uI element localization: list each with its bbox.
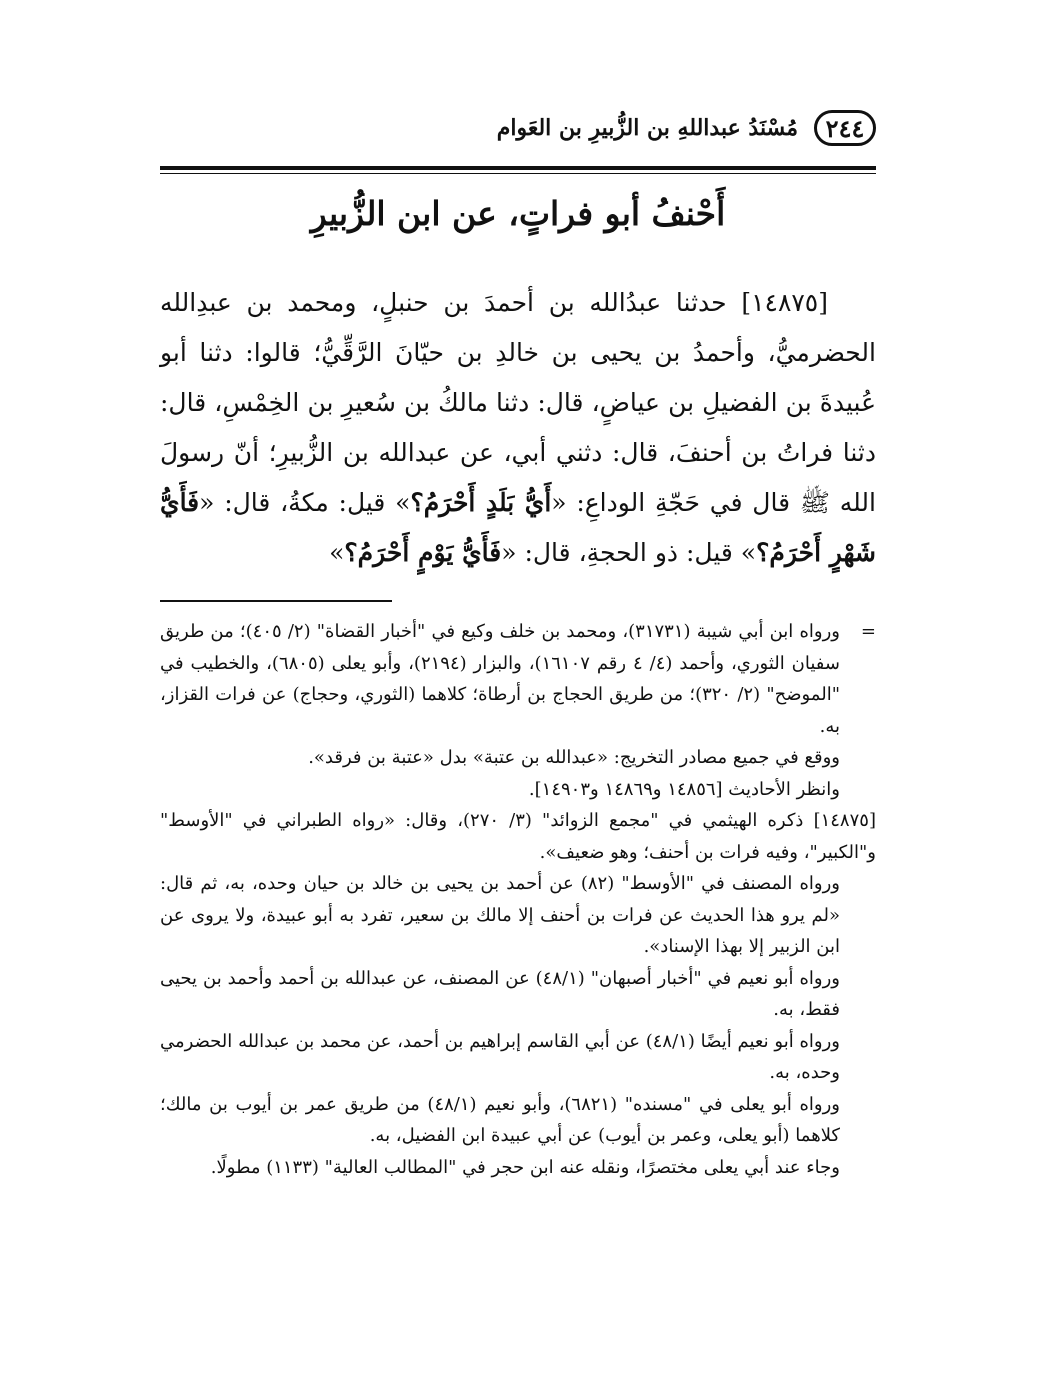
footnote-separator (160, 600, 392, 602)
page (160, 100, 876, 1183)
footnote-continuation-para-2: ووقع في جميع مصادر التخريج: «عبدالله بن عتبة» بدل «عتبة بن فرقد». (308, 747, 840, 768)
footnote-para-1: ورواه المصنف في "الأوسط" (٨٢) عن أحمد بن يحيى بن خالد بن حيان وحده، به، ثم قال: «لم يرو هذا الحديث عن فرات بن أحنف إلا مالك بن سعير، تفرد به أبو عبيدة، ولا يروى عن ابن الزبير إلا بهذا الإسناد». (160, 873, 840, 957)
hadith-text-part-4: » (329, 538, 345, 567)
footnote-continuation-text: ورواه ابن أبي شيبة (٣١٧٣١)، ومحمد بن خلف وكيع في "أخبار القضاة" (٢/ ٤٠٥)؛ من طريق سفيان الثوري، وأحمد (٤/ ٤ رقم ١٦١٠٧)، والبزار (٢١٩٤)، وأبو يعلى (٦٨٠٥)، والخطيب في "الموضح" (٢/ ٣٢٠)؛ من طريق الحجاج بن أرطاة؛ كلاهما (الثوري، وحجاج) عن فرات القزاز، به. (160, 621, 840, 737)
hadith-text-part-3: » قيل: ذو الحجةِ، قال: « (501, 538, 757, 567)
footnote-number: [١٤٨٧٥] (813, 810, 876, 831)
footnote-main-head (160, 805, 876, 868)
footnote-para-5: وجاء عند أبي يعلى مختصرًا، ونقله عنه ابن حجر في "المطالب العالية" (١١٣٣) مطولًا. (210, 1156, 840, 1178)
footnote-para-2: ورواه أبو نعيم في "أخبار أصبهان" (٤٨/١) عن المصنف، عن عبدالله بن أحمد وأحمد بن يحيى فقط، به. (160, 967, 840, 1020)
footnote-para-3: ورواه أبو نعيم أيضًا (٤٨/١) عن أبي القاسم إبراهيم بن أحمد، عن محمد بن عبدالله الحضرمي وحده، به. (160, 1030, 840, 1083)
footnote-para-4: ورواه أبو يعلى في "مسنده" (٦٨٢١)، وأبو نعيم (٤٨/١) من طريق عمر بن أيوب بن مالك؛ كلاهما (أبو يعلى، وعمر بن أيوب) عن أبي عبيدة ابن الفضيل، به. (160, 1093, 840, 1146)
footnote-head-text: ذكره الهيثمي في "مجمع الزوائد" (٣/ ٢٧٠)، وقال: «رواه الطبراني في "الأوسط" و"الكبير"، وفيه فرات بن أحنف؛ وهو ضعيف». (160, 810, 876, 863)
prophetic-quote-3: فَأَيُّ يَوْمٍ أَحْرَمُ؟ (344, 538, 502, 567)
chapter-title: أَحْنفُ أبو فراتٍ، عن ابن الزُّبيرِ (310, 194, 726, 233)
prophetic-quote-1: أَيُّ بَلَدٍ أَحْرَمُ؟ (410, 488, 552, 517)
hadith-text-part-2: » قيل: مكةُ، قال: « (199, 488, 411, 517)
hadith-text (160, 278, 876, 578)
footnote-continuation (160, 616, 876, 742)
running-title: مُسْنَدُ عبداللهِ بن الزُّبيرِ بن العَوام (496, 115, 798, 141)
footnote-continuation-para-3: وانظر الأحاديث [١٤٨٥٦ و١٤٨٦٩ و١٤٩٠٣]. (528, 778, 840, 800)
page-number-badge: ٢٤٤ (814, 110, 876, 146)
header-rule-thin (160, 173, 876, 174)
hadith-number: [١٤٨٧٥] (741, 288, 828, 317)
running-head (160, 100, 876, 156)
footnotes (160, 616, 876, 1183)
continuation-marker: = (860, 621, 876, 642)
prophetic-quote-2: فَأَيُّ شَهْرٍ أَحْرَمُ؟ (160, 488, 876, 567)
header-rule-thick (160, 166, 876, 170)
hadith-text-part-1: حدثنا عبدُالله بن أحمدَ بن حنبلٍ، ومحمد بن عبدِالله الحضرميُّ، وأحمدُ بن يحيى بن خالدِ بن حيّانَ الرَّقِّيُّ؛ قالوا: دثنا أبو عُبيدةَ بن الفضيلِ بن عياضٍ، قال: دثنا مالكُ بن سُعيرِ بن الخِمْسِ، قال: دثنا فراتُ بن أحنفَ، قال: دثني أبي، عن عبدالله بن الزُّبيرِ؛ أنّ رسولَ الله ﷺ قال في حَجّةِ الوداعِ: « (160, 288, 876, 517)
